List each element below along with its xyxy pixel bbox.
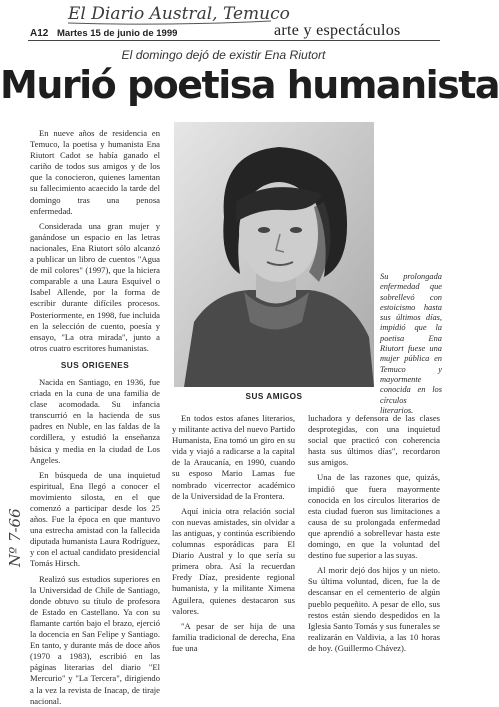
- handwritten-margin-note: [2, 462, 28, 572]
- paragraph: En nueve años de residencia en Temuco, la poetisa y humanista Ena Riutort Cadot se había ganado el cariño de todos sus amigos y de los que la conocieron, quienes lamentan su fallecimiento acaecido la tarde del domingo tras una penosa enfermedad.: [30, 128, 160, 216]
- page-number: A12: [30, 28, 49, 39]
- photo-side-caption: Su prolongada enfermedad que sobrellevó con estoicismo hasta sus últimos días, impidió que la poetisa Ena Riutort fuese una mujer pública en Temuco y mayormente conocida en los círculos literarios.: [380, 272, 442, 415]
- page-header: [30, 28, 177, 39]
- portrait-photo: [174, 122, 374, 387]
- issue-date: Martes 15 de junio de 1999: [57, 28, 178, 39]
- paragraph: Realizó sus estudios superiores en la Universidad de Chile de Santiago, donde obtuvo su título de profesora de Estado en Castellano. Ya con su flamante cartón bajo el brazo, ejerció la docencia en San Felipe y Santiago. En tanto, y durante más de doce años (1970 a 1983), escribió en las páginas literarias del diario "El Mercurio" y "La Tercera", dirigiendo a la vez la revista de Inacap, de tiraje nacional.: [30, 573, 160, 706]
- paragraph: Considerada una gran mujer y ganándose un espacio en las letras nacionales, Ena Riutort sólo alcanzó a publicar un libro de cuentos "Agua de mil colores" (1997), que la hiciera comparable a una Laura Esquivel o Isabel Allende, por la forma de escribir durante difíciles procesos. Posteriormente, en 1998, fue incluida en la selección de cuento, poesía y ensayo, "La otra mirada", junto a otros cuatro escritores humanistas.: [30, 220, 160, 353]
- paragraph: Nacida en Santiago, en 1936, fue criada en la cuna de una familia de clase acomodada. Su infancia transcurrió en la hacienda de sus padres en Nuble, en las faldas de la cordillera, y estudió la enseñanza básica y media en la ciudad de Los Angeles.: [30, 376, 160, 465]
- paragraph: luchadora y defensora de las clases desprotegidas, con una inquietud social que practicó con coherencia hasta sus últimos días", recordaron sus amigos.: [308, 413, 440, 468]
- section-title: arte y espectáculos: [274, 22, 401, 39]
- handwritten-source-text: El Diario Austral, Temuco: [68, 4, 290, 24]
- paragraph: Una de las razones que, quizás, impidió que fuera mayormente conocida en los círculos literarios de esta ciudad fueron sus limitaciones a causa de su prolongada enfermedad que aprendió a sobrellevar hasta este domingo, en que la voluntad del destino fue superior a las suyas.: [308, 472, 440, 561]
- header-rule: [28, 40, 440, 41]
- article-column-1: [30, 128, 160, 706]
- paragraph: En búsqueda de una inquietud espiritual, Ena llegó a conocer el movimiento silosta, en el que comenzó a participar desde los 25 años. Fue la época en que mantuvo una estrecha amistad con la fallecida diputada humanista Laura Rodríguez, y con el actual candidato presidencial Tomás Hirsch.: [30, 469, 160, 569]
- paragraph: Aquí inicia otra relación social con nuevas amistades, sin olvidar a las antiguas, y continúa escribiendo columnas esporádicas para El Diario Austral y lo que sería su primera obra. Así la recuerdan Fredy Díaz, presidente regional humanista, y la militante Ximena Aguilera, quienes destacaron sus valores.: [172, 505, 295, 616]
- handwritten-source-note: [66, 1, 290, 27]
- subheading: SUS ORIGENES: [60, 360, 130, 370]
- paragraph: Al morir dejó dos hijos y un nieto. Su última voluntad, dicen, fue la de descansar en el cementerio de algún pueblo pequeñito. A pesar de ello, sus restos están siendo despedidos en la Iglesia Santo Tomás y sus funerales se realizarán en Valdivia, a las 10 horas de hoy. (Guillermo Chávez).: [308, 565, 440, 653]
- photo-caption: SUS AMIGOS: [245, 392, 303, 401]
- margin-note-text: Nº 7-66: [6, 508, 24, 567]
- article-column-3: [308, 413, 440, 653]
- kicker: El domingo dejó de existir Ena Riutort: [121, 48, 326, 62]
- paragraph: "A pesar de ser hija de una familia tradicional de derecha, Ena fue una: [172, 620, 295, 653]
- article-column-2: [172, 413, 295, 653]
- headline: Murió poetisa humanista: [0, 63, 499, 107]
- paragraph: En todos estos afanes literarios, y militante activa del nuevo Partido Humanista, Ena tomó un giro en su vida y viajó a radicarse a la capital de la Araucanía, en 1990, cuando su esposo Mario Lamas fue nombrado vicerrector académico de la Universidad de la Frontera.: [172, 413, 295, 501]
